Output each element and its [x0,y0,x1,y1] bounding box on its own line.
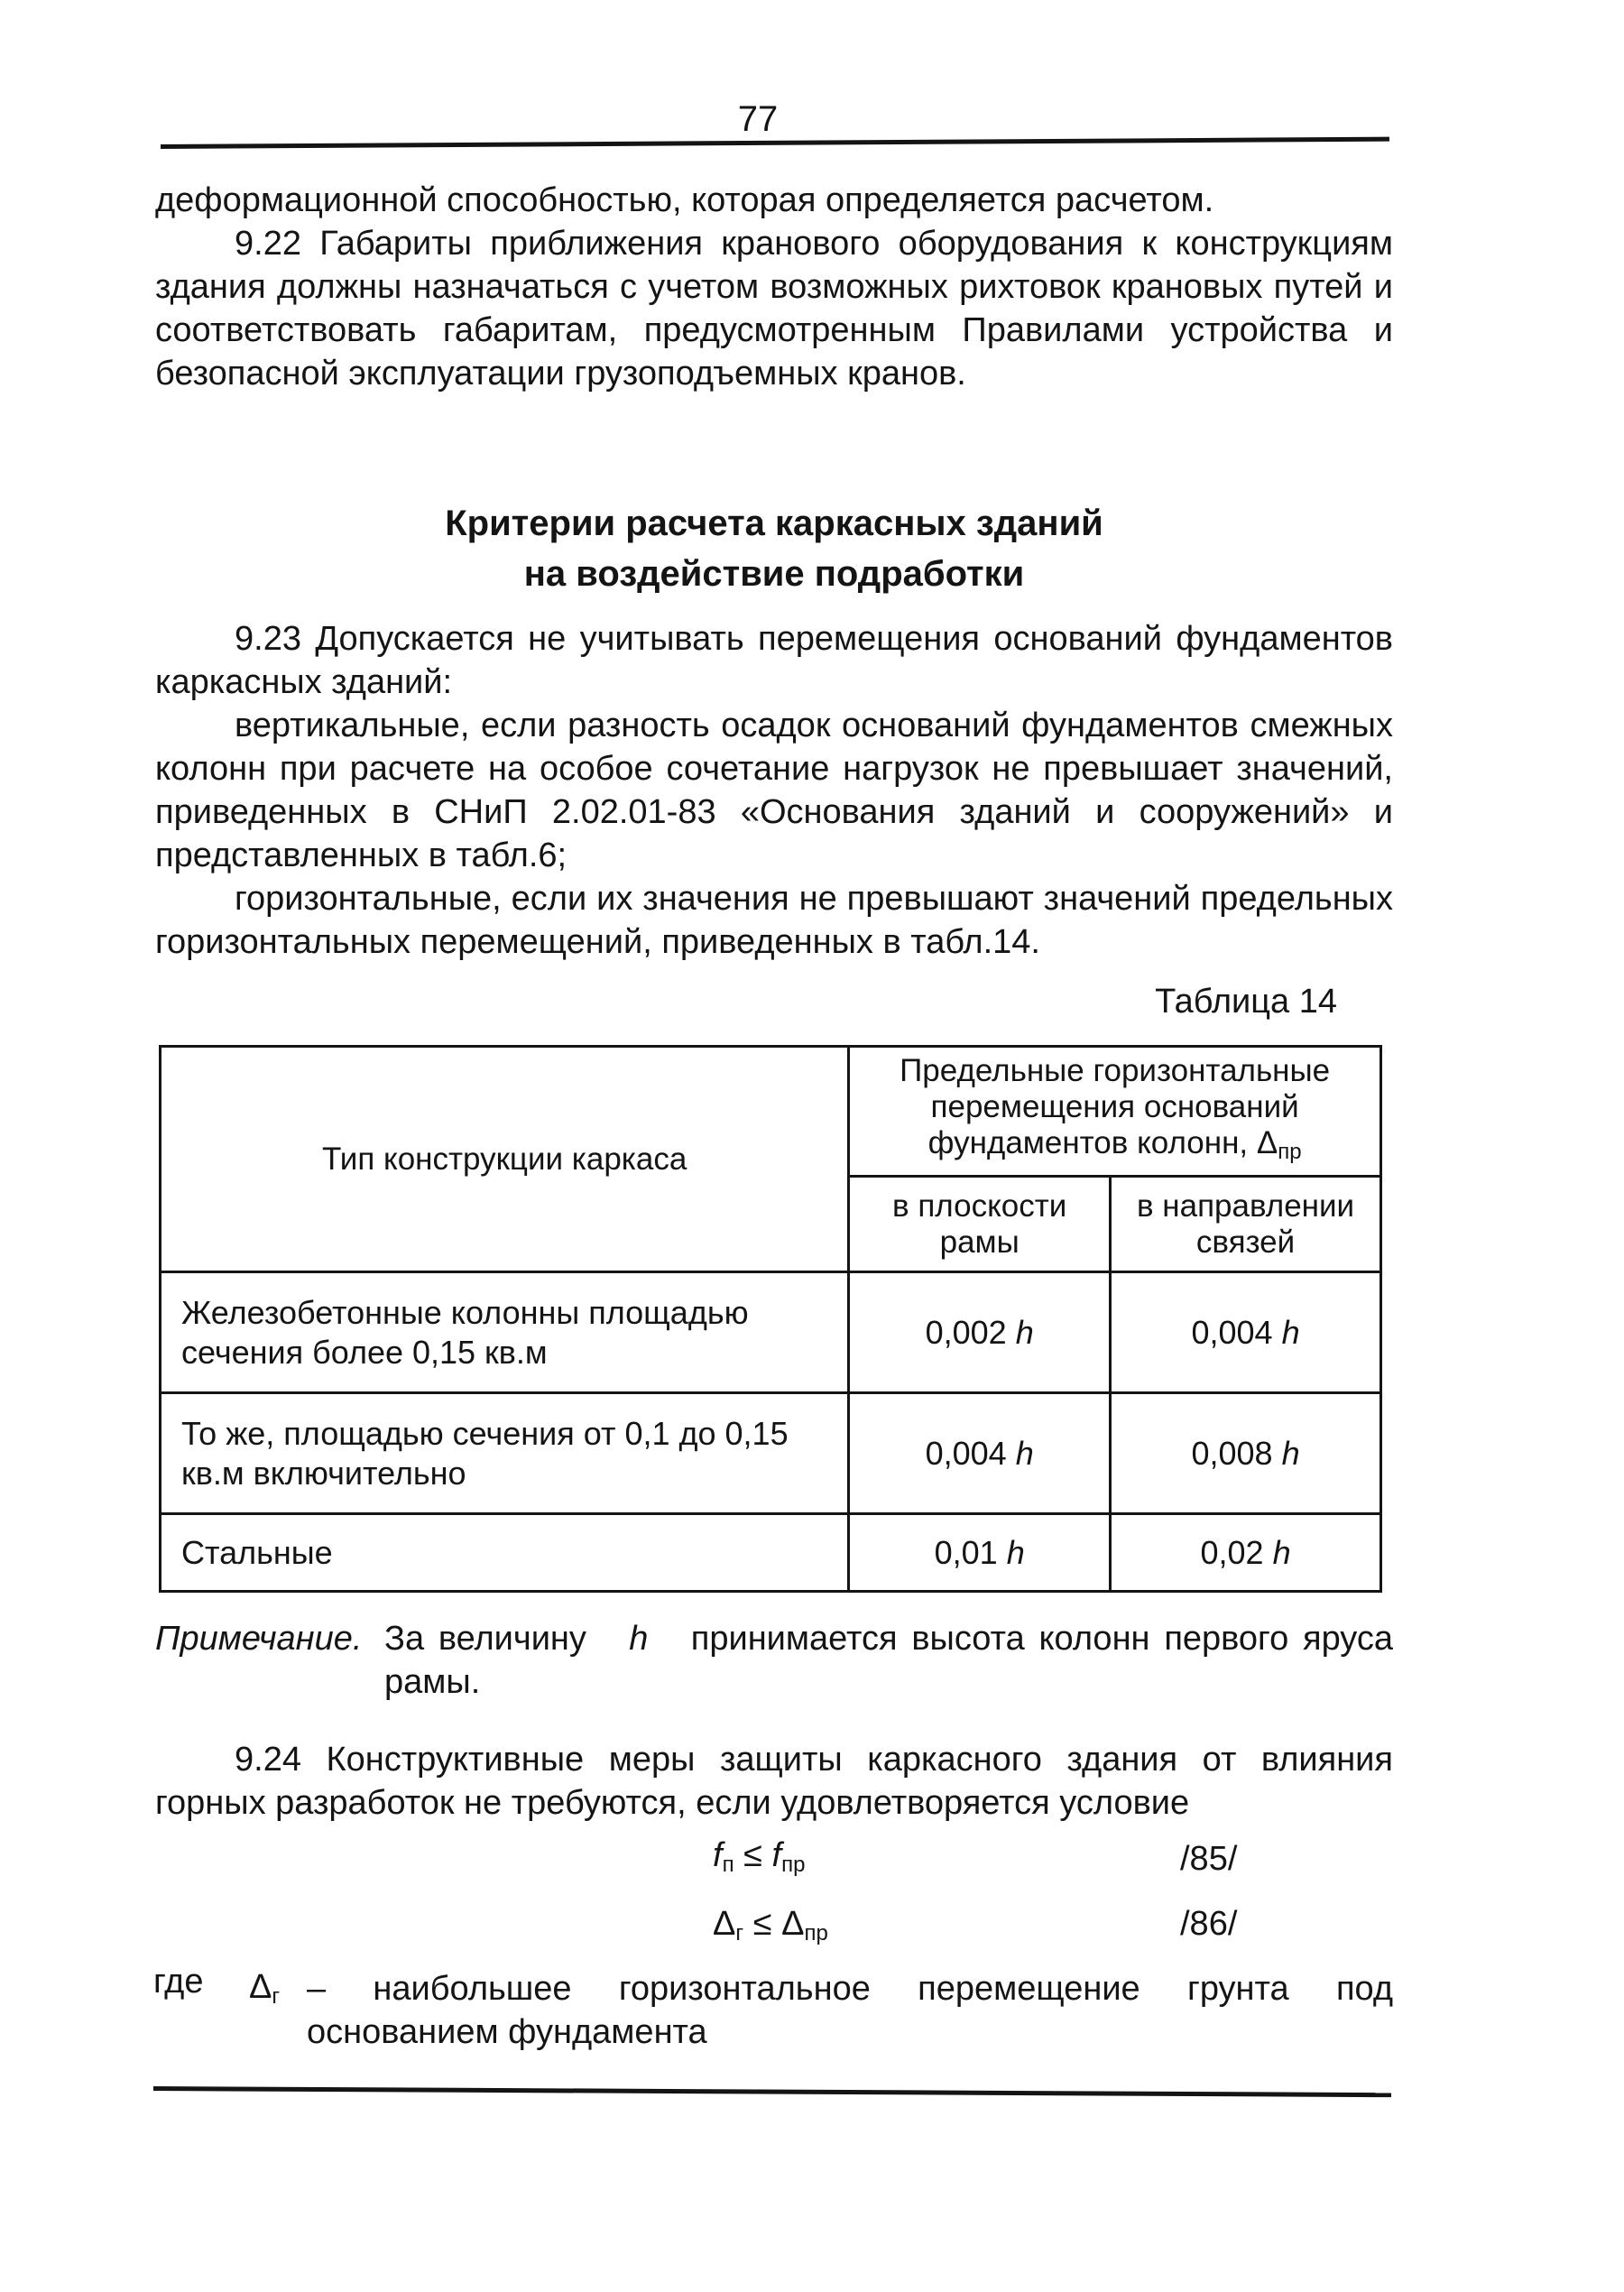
table-row [161,1272,1381,1393]
header-in-bracing-direction: в направлении связей [1111,1177,1381,1272]
formula-number-85: /85/ [1180,1840,1238,1878]
paragraph-horizontal: горизонтальные, если их значения не превышают значений предельных горизонтальных перемещений, приведенных в табл.14. [155,880,1393,961]
row-type: Железобетонные колонны площадью сечения более 0,15 кв.м [161,1272,849,1393]
header-limit-text: Предельные горизонтальные перемещения оснований фундаментов колонн, Δ [900,1052,1331,1160]
header-construction-type: Тип конструкции каркаса [161,1047,849,1272]
note-label: Примечание. [155,1620,363,1658]
footer-rule [153,2086,1391,2097]
header-limit-displacements [849,1047,1381,1177]
row-type: Стальные [161,1514,849,1592]
paragraph-vertical: вертикальные, если разность осадок оснований фундаментов смежных колонн при расчете на особое сочетание нагрузок не превышает значений, приведенных в СНиП 2.02.01-83 «Основания зданий и сооружений» и представленных в табл.6; [155,707,1393,874]
formula-85: $f_п \le f_{пр}$ [713,1836,806,1877]
paragraph-9-23: 9.23 Допускается не учитывать перемещения оснований фундаментов каркасных зданий: [155,620,1393,701]
row-value-frame-plane: 0,002 h [849,1272,1111,1393]
table-row [161,1393,1381,1514]
section-heading-line1: Критерии расчета каркасных зданий [445,504,1103,543]
header-in-frame-plane: в плоскости рамы [849,1177,1111,1272]
row-type: То же, площадью сечения от 0,1 до 0,15 кв.м включительно [161,1393,849,1514]
row-value-bracing: 0,008 h [1111,1393,1381,1514]
paragraph-9-24: 9.24 Конструктивные меры защиты каркасного здания от влияния горных разработок не требуются, если удовлетворяется условие [155,1741,1393,1822]
row-value-bracing: 0,02 h [1111,1514,1381,1592]
where-symbol: $\Delta_г$ [249,1968,281,2009]
header-limit-subscript: пр [1278,1139,1302,1164]
row-value-frame-plane: 0,01 h [849,1514,1111,1592]
formula-number-86: /86/ [1180,1905,1238,1943]
section-heading-line2: на воздействие подработки [523,554,1025,594]
section-heading [155,498,1393,599]
page-number: 77 [737,99,779,139]
row-value-bracing: 0,004 h [1111,1272,1381,1393]
limits-table [159,1045,1382,1593]
section-body [155,617,1393,964]
intro-block [155,179,1393,395]
note-text: За величину h принимается высота колонн первого яруса рамы. [384,1620,1393,1701]
row-value-frame-plane: 0,004 h [849,1393,1111,1514]
intro-continuation: деформационной способностью, которая определяется расчетом. [155,181,1214,219]
formula-86: $\Delta_г \le \Delta_{пр}$ [713,1905,828,1945]
paragraph-9-22: 9.22 Габариты приближения кранового оборудования к конструкциям здания должны назначаться с учетом возможных рихтовок крановых путей и соответствовать габаритам, предусмотренным Правилами устройства и безопасной эксплуатации грузоподъемных кранов. [155,225,1393,393]
where-description: – наибольшее горизонтальное перемещение грунта под основанием фундамента [307,1970,1393,2051]
table-caption: Таблица 14 [1155,983,1337,1021]
table-row [161,1514,1381,1592]
where-word: где [153,1963,204,2001]
